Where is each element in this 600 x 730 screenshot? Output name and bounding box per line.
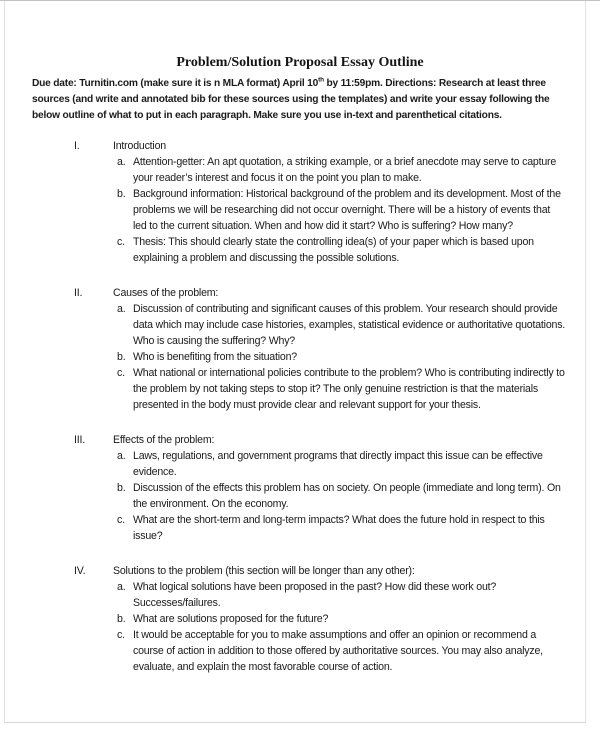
outline-item bbox=[74, 154, 566, 186]
section-heading-row bbox=[74, 432, 566, 448]
item-letter: c. bbox=[117, 629, 125, 641]
section-heading: Introduction bbox=[113, 140, 166, 152]
item-text: Background information: Historical background of the problem and its development. Most of the problems we will be researching did not occur overnight. There will be a history of events that led to the current situation. When and how did it start? Who is suffering? How many? bbox=[133, 188, 561, 232]
item-letter: c. bbox=[117, 236, 125, 248]
outline-item bbox=[74, 349, 566, 365]
item-text: What are the short-term and long-term impacts? What does the future hold in respect to this issue? bbox=[133, 514, 545, 542]
outline-section bbox=[74, 432, 566, 544]
item-text: Who is benefiting from the situation? bbox=[133, 351, 297, 363]
section-numeral: I. bbox=[74, 140, 80, 152]
section-numeral: IV. bbox=[74, 565, 86, 577]
outline-section bbox=[74, 285, 566, 413]
item-text: What are solutions proposed for the future? bbox=[133, 613, 329, 625]
outline bbox=[74, 138, 566, 675]
section-heading-row bbox=[74, 138, 566, 154]
outline-item bbox=[74, 365, 566, 413]
outline-item bbox=[74, 186, 566, 234]
item-letter: a. bbox=[117, 581, 126, 593]
section-numeral: II. bbox=[74, 287, 83, 299]
due-date-text-post: by 11:59pm. Directions: Research at least three sources (and write and annotated bib for these sources using the templates) and write your essay following the below outline of what to put in each paragraph. Make sure you use in-text and parenthetical citations. bbox=[32, 78, 550, 121]
item-letter: c. bbox=[117, 514, 125, 526]
item-letter: b. bbox=[117, 351, 126, 363]
outline-item bbox=[74, 611, 566, 627]
section-heading-row bbox=[74, 285, 566, 301]
outline-item bbox=[74, 448, 566, 480]
section-heading: Solutions to the problem (this section will be longer than any other): bbox=[113, 565, 415, 577]
item-text: Discussion of contributing and significant causes of this problem. Your research should provide data which may include case histories, examples, statistical evidence or authoritative quotations. Who is causing the suffering? Why? bbox=[133, 303, 566, 347]
outline-item bbox=[74, 512, 566, 544]
section-heading-row bbox=[74, 563, 566, 579]
item-letter: b. bbox=[117, 482, 126, 494]
item-letter: a. bbox=[117, 303, 126, 315]
item-text: What national or international policies contribute to the problem? Who is contributing indirectly to the problem by not taking steps to stop it? The only genuine restriction is that the materials presented in the body must provide clear and relevant support for your thesis. bbox=[133, 367, 565, 411]
item-text: Discussion of the effects this problem has on society. On people (immediate and long term). On the environment. On the economy. bbox=[133, 482, 561, 510]
page-title: Problem/Solution Proposal Essay Outline bbox=[176, 55, 424, 70]
outline-item bbox=[74, 301, 566, 349]
item-letter: c. bbox=[117, 367, 125, 379]
outline-item bbox=[74, 579, 566, 611]
item-letter: a. bbox=[117, 450, 126, 462]
section-numeral: III. bbox=[74, 434, 85, 446]
outline-section bbox=[74, 138, 566, 266]
due-date-text-pre: Due date: Turnitin.com (make sure it is n MLA format) April 10 bbox=[32, 78, 319, 89]
ordinal-superscript: th bbox=[318, 76, 324, 84]
item-text: Attention-getter: An apt quotation, a striking example, or a brief anecdote may serve to capture your reader’s interest and focus it on the point you plan to make. bbox=[133, 156, 557, 184]
item-letter: b. bbox=[117, 613, 126, 625]
header-paragraph bbox=[32, 76, 572, 124]
outline-section bbox=[74, 563, 566, 675]
item-text: Thesis: This should clearly state the controlling idea(s) of your paper which is based upon explaining a problem and discussing the possible solutions. bbox=[133, 236, 534, 264]
item-letter: b. bbox=[117, 188, 126, 200]
section-heading: Effects of the problem: bbox=[113, 434, 215, 446]
outline-item bbox=[74, 234, 566, 266]
item-text: What logical solutions have been proposed in the past? How did these work out? Successes/failures. bbox=[133, 581, 497, 609]
item-letter: a. bbox=[117, 156, 126, 168]
section-heading: Causes of the problem: bbox=[113, 287, 219, 299]
item-text: Laws, regulations, and government programs that directly impact this issue can be effective evidence. bbox=[133, 450, 543, 478]
outline-item bbox=[74, 627, 566, 675]
outline-item bbox=[74, 480, 566, 512]
item-text: It would be acceptable for you to make assumptions and offer an opinion or recommend a course of action in addition to those offered by authoritative sources. You may also analyze, evaluate, and explain the most favorable course of action. bbox=[133, 629, 543, 673]
